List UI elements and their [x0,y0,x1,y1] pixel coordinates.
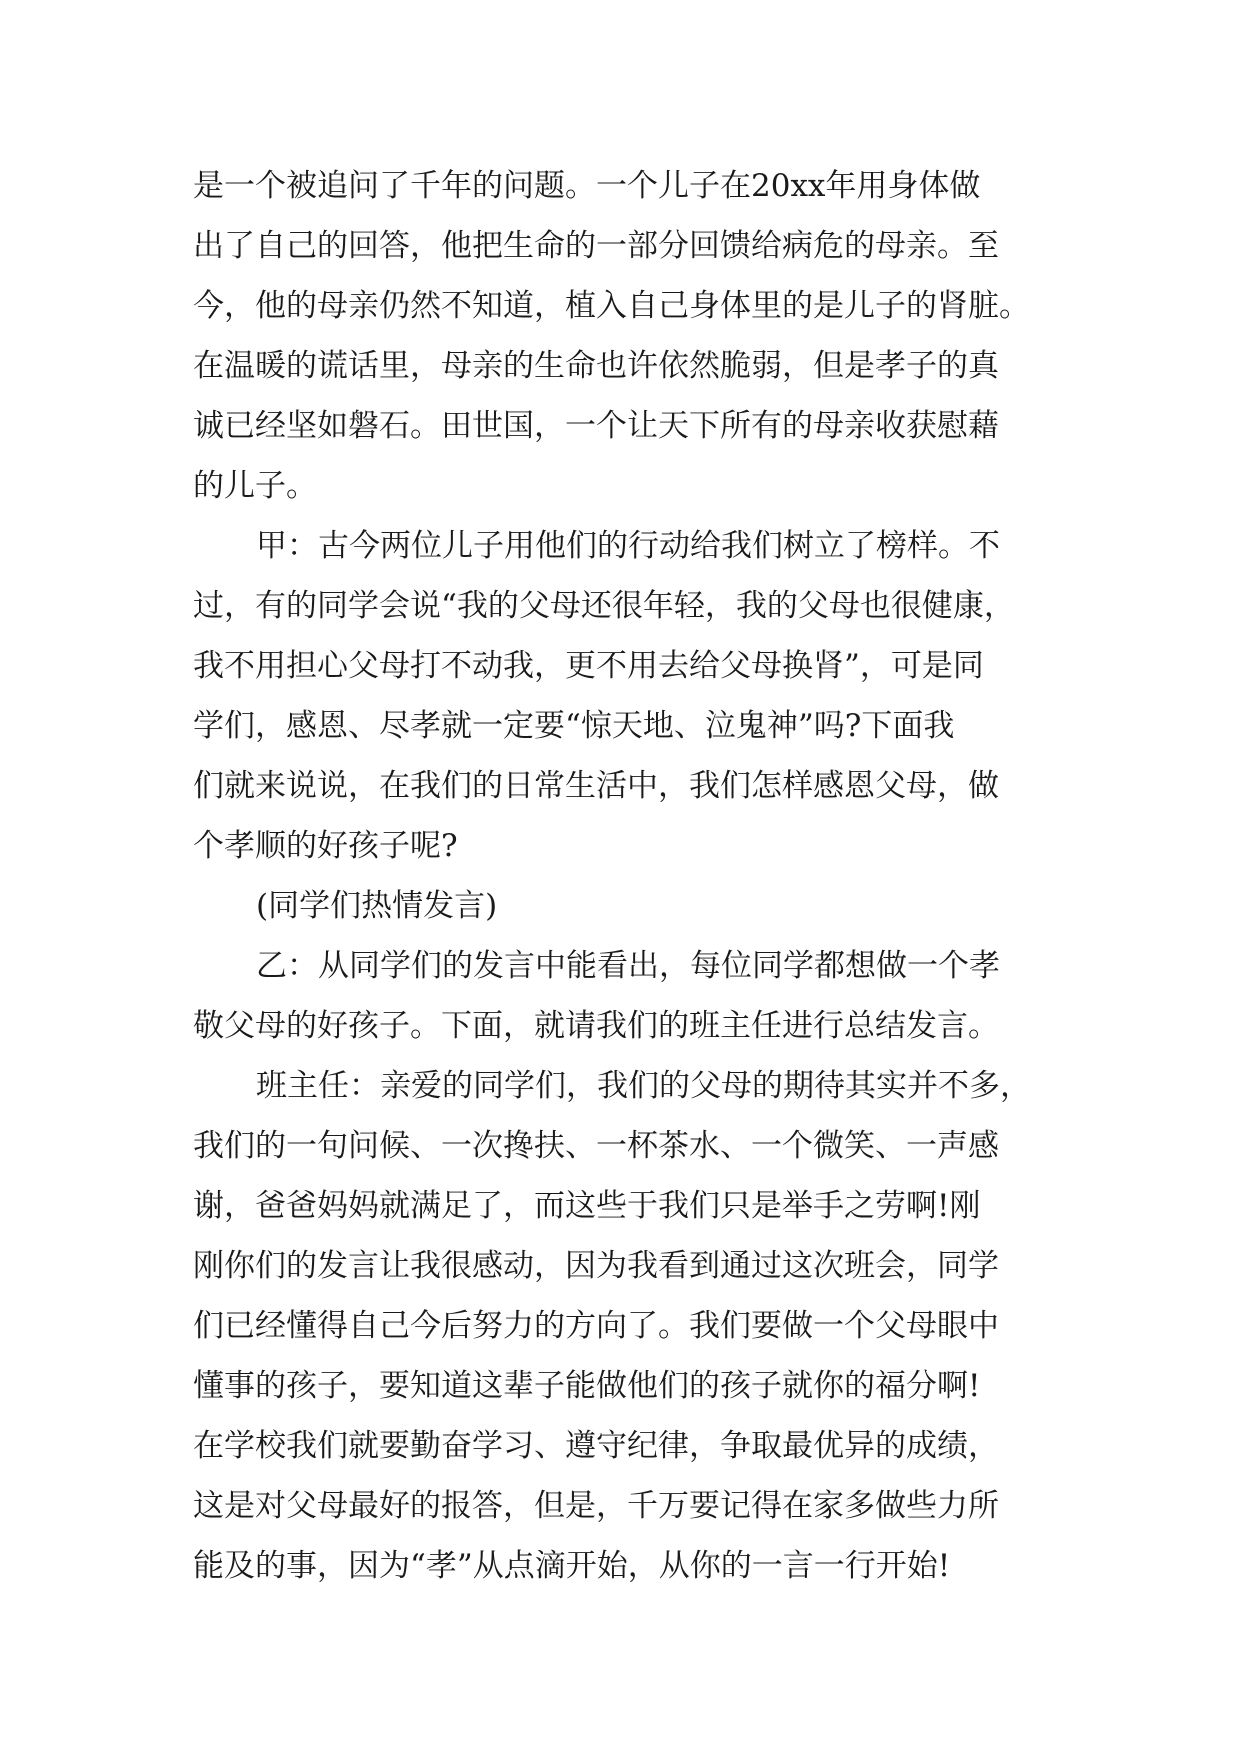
text-line: 个孝顺的好孩子呢? [193,828,458,864]
paragraph-start-line: 班主任：亲爱的同学们，我们的父母的期待其实并不多， [256,1068,1031,1104]
text-line: 能及的事，因为“孝”从点滴开始，从你的一言一行开始! [193,1548,951,1584]
paragraph-start-line: 乙：从同学们的发言中能看出，每位同学都想做一个孝 [256,948,1000,984]
text-line: 这是对父母最好的报答，但是，千万要记得在家多做些力所 [193,1488,999,1524]
text-line: 是一个被追问了千年的问题。一个儿子在20xx年用身体做 [193,168,981,204]
text-line: 今，他的母亲仍然不知道，植入自己身体里的是儿子的肾脏。 [193,288,1030,324]
text-line: 诚已经坚如磐石。田世国，一个让天下所有的母亲收获慰藉 [193,408,999,444]
paragraph-start-line: 甲：古今两位儿子用他们的行动给我们树立了榜样。不 [256,528,1000,564]
text-line: 我们的一句问候、一次搀扶、一杯茶水、一个微笑、一声感 [193,1128,999,1164]
text-line: 们就来说说，在我们的日常生活中，我们怎样感恩父母，做 [193,768,999,804]
text-line: 过，有的同学会说“我的父母还很年轻，我的父母也很健康， [193,588,1015,624]
paragraph-start-line: (同学们热情发言) [256,888,498,924]
text-line: 敬父母的好孩子。下面，就请我们的班主任进行总结发言。 [193,1008,999,1044]
text-line: 懂事的孩子，要知道这辈子能做他们的孩子就你的福分啊! [193,1368,981,1404]
text-line: 在学校我们就要勤奋学习、遵守纪律，争取最优异的成绩， [193,1428,999,1464]
text-line: 谢，爸爸妈妈就满足了，而这些于我们只是举手之劳啊!刚 [193,1188,981,1224]
text-line: 学们，感恩、尽孝就一定要“惊天地、泣鬼神”吗?下面我 [193,708,955,744]
text-line: 刚你们的发言让我很感动，因为我看到通过这次班会，同学 [193,1248,999,1284]
text-line: 们已经懂得自己今后努力的方向了。我们要做一个父母眼中 [193,1308,999,1344]
text-line: 的儿子。 [193,468,317,504]
text-line: 在温暖的谎话里，母亲的生命也许依然脆弱，但是孝子的真 [193,348,999,384]
text-line: 出了自己的回答，他把生命的一部分回馈给病危的母亲。至 [193,228,999,264]
text-line: 我不用担心父母打不动我，更不用去给父母换肾”，可是同 [193,648,984,684]
